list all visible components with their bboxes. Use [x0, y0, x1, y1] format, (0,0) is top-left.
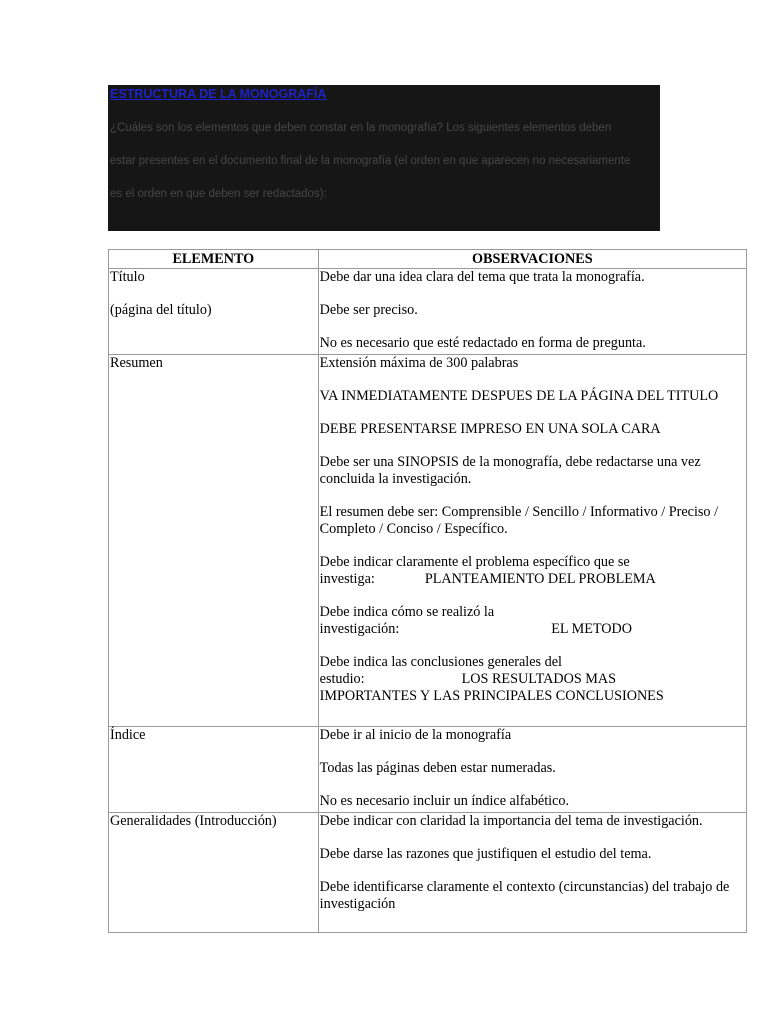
intro-paragraph-2: estar presentes en el documento final de la monografía (el orden en que aparecen no necesariamente [110, 155, 631, 167]
table-row [109, 269, 747, 355]
observation-text: No es necesario que esté redactado en forma de pregunta. [319, 335, 646, 351]
observation-text: estudio: [319, 671, 365, 687]
observation-text: Debe identificarse claramente el contexto (circunstancias) del trabajo de investigación [319, 879, 730, 912]
observation-block [320, 554, 745, 588]
element-name: Resumen [110, 355, 163, 371]
observation-text: Debe indicar con claridad la importancia del tema de investigación. [319, 813, 703, 829]
observations-cell [318, 269, 746, 355]
observation-text: DEBE PRESENTARSE IMPRESO EN UNA SOLA CARA [319, 421, 661, 437]
table-row [109, 813, 747, 933]
observation-text: Debe ser una SINOPSIS de la monografía, debe redactarse una vez concluida la investigación. [319, 454, 701, 487]
observation-text: Extensión máxima de 300 palabras [319, 355, 519, 371]
observation-text: investigación: [319, 621, 400, 637]
observation-emphasis: PLANTEAMIENTO DEL PROBLEMA [424, 571, 656, 587]
observation-text: Debe ir al inicio de la monografía [319, 727, 512, 743]
element-name: Índice [110, 727, 146, 743]
observation-text: No es necesario incluir un índice alfabético. [319, 793, 570, 809]
element-cell [109, 355, 319, 727]
element-name: Título [110, 269, 145, 285]
observation-text: Todas las páginas deben estar numeradas. [319, 760, 556, 776]
observation-emphasis: IMPORTANTES Y LAS PRINCIPALES CONCLUSIONES [319, 688, 664, 704]
element-note: (página del título) [110, 302, 212, 318]
observation-block [320, 604, 745, 638]
intro-paragraph-3: es el orden en que deben ser redactados): [110, 188, 327, 200]
element-cell [109, 269, 319, 355]
observation-text: Debe darse las razones que justifiquen el estudio del tema. [319, 846, 652, 862]
observation-text: Debe indica cómo se realizó la [319, 604, 495, 620]
element-name: Generalidades (Introducción) [110, 813, 277, 829]
observation-text: El resumen debe ser: Comprensible / Sencillo / Informativo / Preciso / Completo / Conciso / Específico. [319, 504, 719, 537]
observations-cell [318, 355, 746, 727]
document-title: ESTRUCTURA DE LA MONOGRAFÍA [110, 87, 327, 101]
intro-paragraph-1: ¿Cuáles son los elementos que deben constar en la monografía? Los siguientes elementos deben [110, 122, 612, 134]
table-row [109, 355, 747, 727]
observation-text: Debe indica las conclusiones generales del [319, 654, 562, 670]
observation-text: VA INMEDIATAMENTE DESPUES DE LA PÁGINA DEL TITULO [319, 388, 719, 404]
table-row [109, 727, 747, 813]
observation-emphasis: EL METODO [551, 621, 633, 637]
column-header-observations: OBSERVACIONES [318, 250, 746, 269]
observation-emphasis: LOS RESULTADOS MAS [461, 671, 617, 687]
observation-text: Debe indicar claramente el problema específico que se [319, 554, 630, 570]
observation-text: investiga: [319, 571, 375, 587]
observation-text: Debe dar una idea clara del tema que trata la monografía. [319, 269, 645, 285]
observations-cell [318, 727, 746, 813]
column-header-element: ELEMENTO [109, 250, 319, 269]
observation-text: Debe ser preciso. [319, 302, 418, 318]
table-header-row [109, 250, 747, 269]
element-cell [109, 813, 319, 933]
observations-cell [318, 813, 746, 933]
observation-block [320, 654, 745, 705]
structure-table [108, 249, 747, 933]
header-box [108, 85, 660, 231]
element-cell [109, 727, 319, 813]
